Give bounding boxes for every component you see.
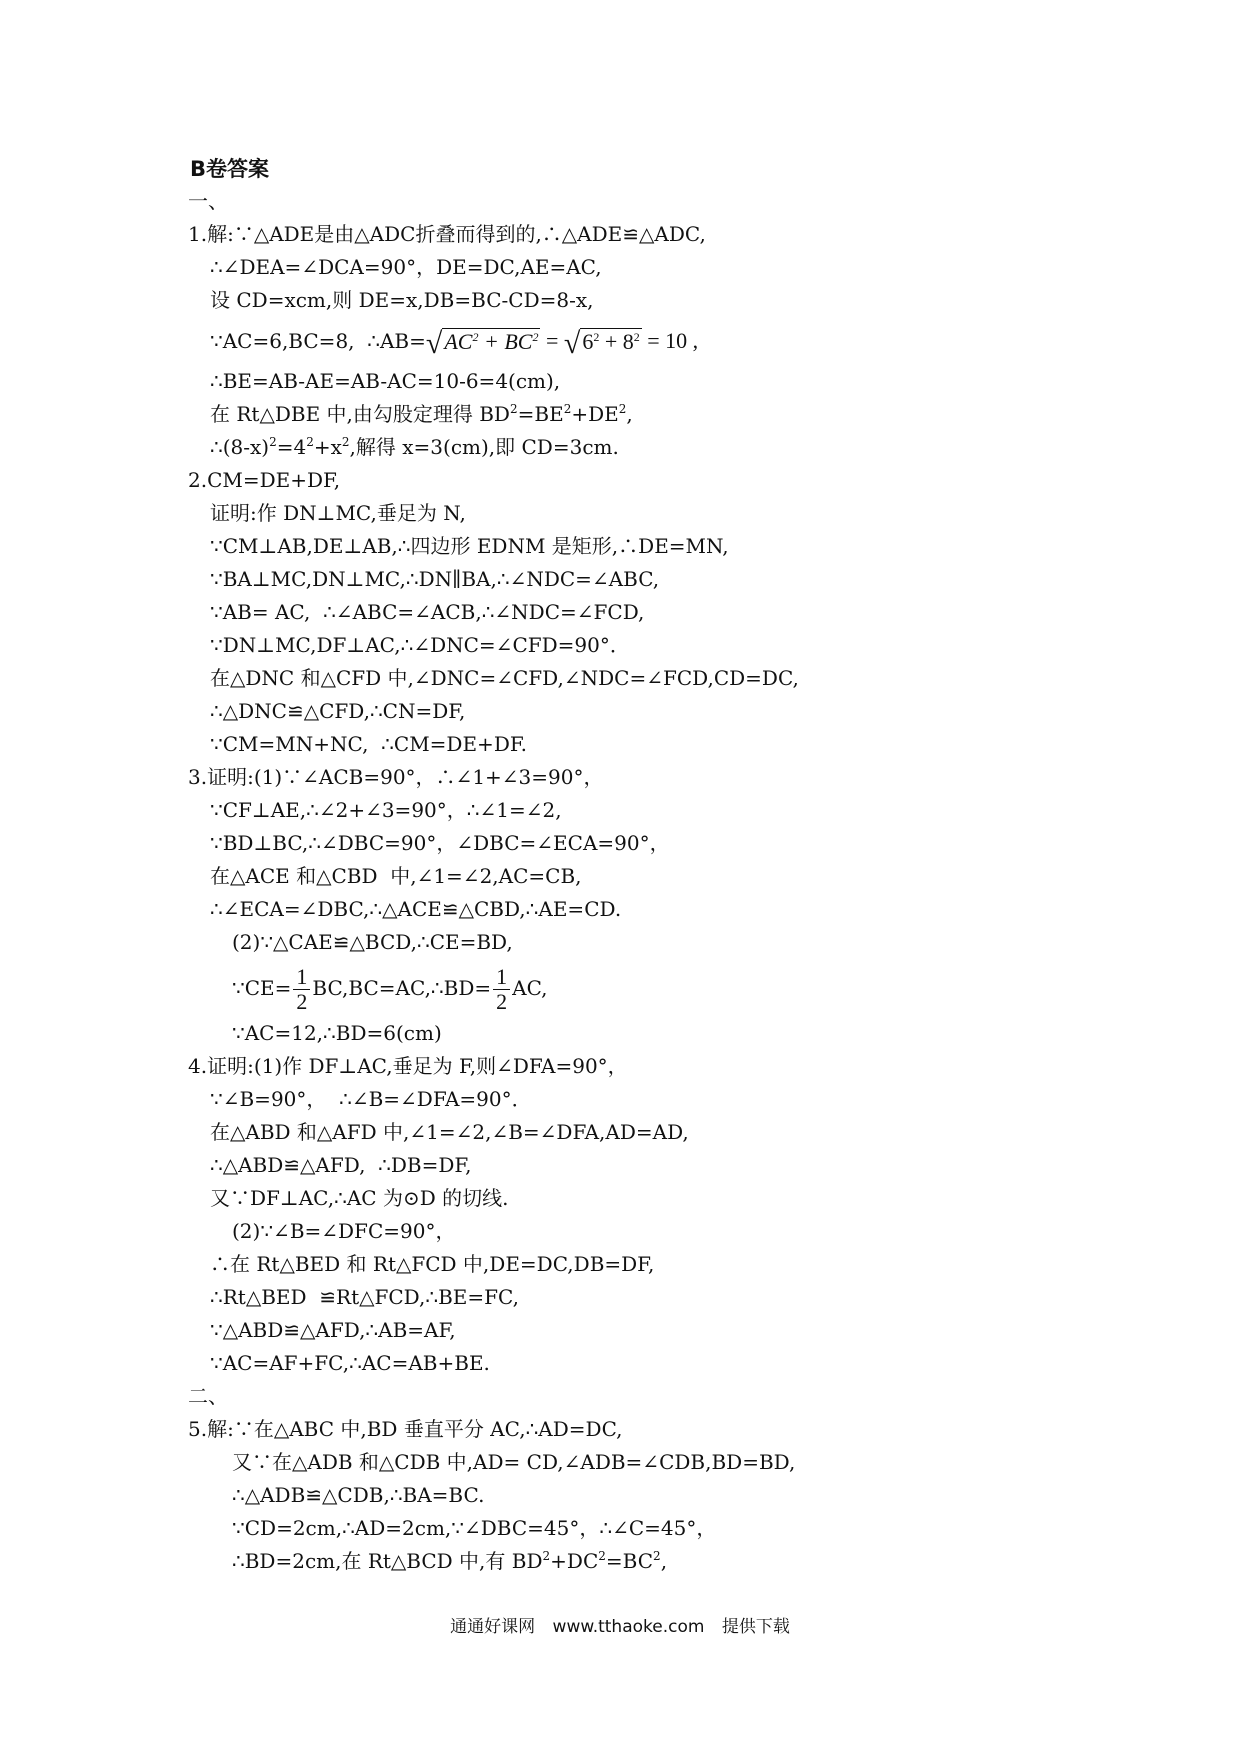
q2-line: ∵CM⊥AB,DE⊥AB,∴四边形 EDNM 是矩形,∴DE=MN,: [210, 534, 729, 558]
page-title: B卷答案: [190, 157, 270, 181]
q1-line-sqrt: ∵AC=6,BC=8, $\therefore AB=√AC^2 + BC^2 = √6^2 + 8^2 = 10$ ,: [0, 317, 1240, 365]
q4-line: ∴Rt△BED ≌Rt△FCD,∴BE=FC,: [210, 1285, 519, 1309]
q1-line: 设 CD=xcm,则 DE=x,DB=BC-CD=8-x,: [210, 288, 594, 312]
q4-line: ∵AC=AF+FC,∴AC=AB+BE.: [210, 1351, 490, 1375]
q4-line: 在△ABD 和△AFD 中,∠1=∠2,∠B=∠DFA,AD=AD,: [210, 1120, 689, 1144]
page-footer: [0, 1612, 1240, 1637]
q2-line: ∵BA⊥MC,DN⊥MC,∴DN∥BA,∴∠NDC=∠ABC,: [210, 567, 660, 591]
q5-line: 5.解:∵在△ABC 中,BD 垂直平分 AC,∴AD=DC,: [188, 1417, 623, 1441]
q1-line: $\therefore(8-x)^2=4^2+x^2$,解得 x=3(cm),即 CD=3cm.: [210, 435, 619, 459]
fraction-one-half: $\frac{1}{2}$: [493, 965, 510, 1014]
q2-line: ∵CM=MN+NC, ∴CM=DE+DF.: [210, 732, 527, 756]
footer-site-name: 通通好课网: [450, 1617, 536, 1637]
q4-line: ∵△ABD≌△AFD,∴AB=AF,: [210, 1318, 456, 1342]
q5-line: ∴BD=2cm,在 Rt△BCD 中,有 $BD^2+DC^2=BC^2$,: [232, 1549, 668, 1573]
q2-line: 在△DNC 和△CFD 中,∠DNC=∠CFD,∠NDC=∠FCD,CD=DC,: [210, 666, 799, 690]
q3-line: 在△ACE 和△CBD 中,∠1=∠2,AC=CB,: [210, 864, 582, 888]
q2-line: 2.CM=DE+DF,: [188, 468, 341, 492]
q5-line: ∴△ADB≌△CDB,∴BA=BC.: [232, 1483, 485, 1507]
footer-note: 提供下载: [721, 1617, 790, 1637]
q5-line: 又∵在△ADB 和△CDB 中,AD= CD,∠ADB=∠CDB,BD=BD,: [232, 1450, 796, 1474]
answer-body: [0, 185, 1240, 1578]
q1-line: 1.解:∵△ADE是由△ADC折叠而得到的,∴△ADE≌△ADC,: [188, 222, 706, 246]
fraction-one-half: $\frac{1}{2}$: [293, 965, 310, 1014]
q4-line: ∴在 Rt△BED 和 Rt△FCD 中,DE=DC,DB=DF,: [210, 1252, 655, 1276]
q4-line: 又∵DF⊥AC,∴AC 为⊙D 的切线.: [210, 1186, 509, 1210]
section-heading-one: 一、: [188, 189, 228, 213]
footer-url-link[interactable]: www.tthaoke.com: [552, 1617, 705, 1637]
sqrt-expression-ab: $√AC^2 + BC^2$: [425, 326, 539, 360]
section-heading-two: 二、: [188, 1384, 228, 1408]
q4-line: 4.证明:(1)作 DF⊥AC,垂足为 F,则∠DFA=90°，: [188, 1054, 628, 1078]
q5-line: ∵CD=2cm,∴AD=2cm,∵∠DBC=45°，∴∠C=45°，: [232, 1516, 717, 1540]
q1-line: ∴∠DEA=∠DCA=90°，DE=DC,AE=AC,: [210, 255, 602, 279]
q3-line: ∵CF⊥AE,∴∠2+∠3=90°，∴∠1=∠2,: [210, 798, 562, 822]
q2-line: ∴△DNC≌△CFD,∴CN=DF,: [210, 699, 466, 723]
q3-line: ∵BD⊥BC,∴∠DBC=90°，∠DBC=∠ECA=90°，: [210, 831, 670, 855]
q3-line-fraction: ∵CE= $\frac{1}{2}$ BC,BC=AC,∴BD= $\frac{1}{2}$ AC,: [232, 964, 548, 1014]
sqrt-expression-numeric: $√6^2 + 8^2$: [563, 326, 640, 360]
q4-line: ∵∠B=90°， ∴∠B=∠DFA=90°．: [210, 1087, 532, 1111]
q4-line: ∴△ABD≌△AFD, ∴DB=DF,: [210, 1153, 472, 1177]
q2-line: ∵AB= AC, ∴∠ABC=∠ACB,∴∠NDC=∠FCD,: [210, 600, 645, 624]
q3-line: (2)∵△CAE≌△BCD,∴CE=BD,: [232, 930, 513, 954]
q3-line: ∵AC=12,∴BD=6(cm): [232, 1021, 442, 1045]
q2-line: ∵DN⊥MC,DF⊥AC,∴∠DNC=∠CFD=90°．: [210, 633, 630, 657]
q2-line: 证明:作 DN⊥MC,垂足为 N,: [210, 501, 466, 525]
q3-line: ∴∠ECA=∠DBC,∴△ACE≌△CBD,∴AE=CD.: [210, 897, 622, 921]
q1-line: ∴BE=AB-AE=AB-AC=10-6=4(cm),: [210, 369, 561, 393]
q4-line: (2)∵∠B=∠DFC=90°，: [232, 1219, 456, 1243]
q3-line: 3.证明:(1)∵∠ACB=90°，∴∠1+∠3=90°，: [188, 765, 604, 789]
q1-line: 在 Rt△DBE 中,由勾股定理得 $BD^2=BE^2+DE^2$,: [210, 402, 633, 426]
